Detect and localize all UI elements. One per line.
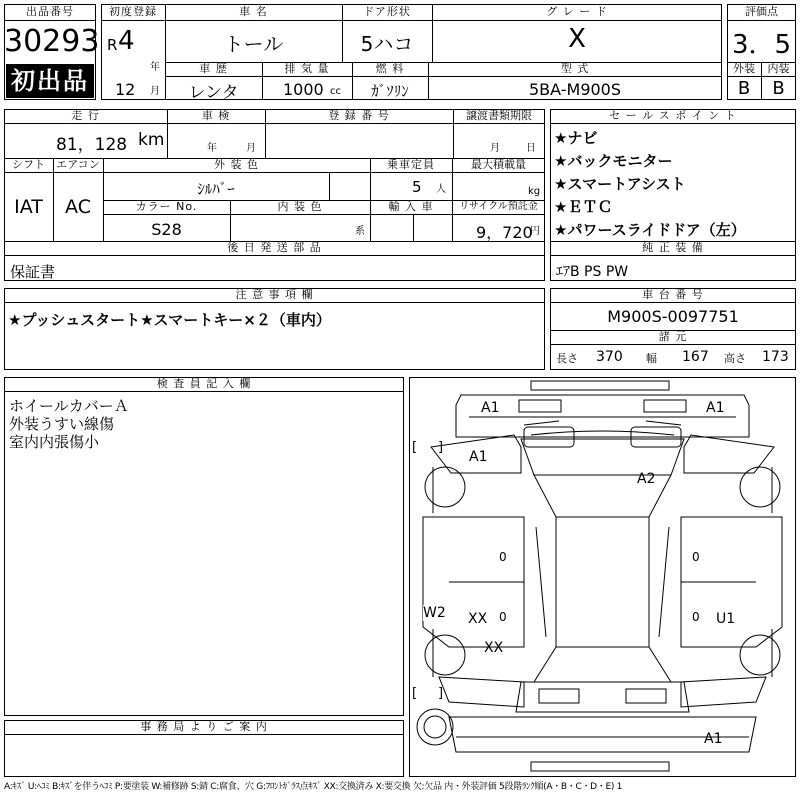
mileage-unit: km — [138, 130, 165, 150]
recycle-value: 9，720 — [476, 223, 533, 242]
color-no-value: S28 — [151, 220, 182, 239]
mileage-label: 走 行 — [71, 109, 100, 122]
sales-point-item: ★パワースライドドア（左） — [554, 221, 746, 239]
length-value: 370 — [596, 349, 623, 365]
transfer-label: 譲渡書類期限 — [466, 109, 532, 122]
height-label: 高さ — [724, 352, 746, 365]
history-label: 車 歴 — [199, 62, 228, 75]
office-label: 事 務 局 よ り ご 案 内 — [140, 720, 268, 733]
ext-color-label: 外 装 色 — [214, 158, 259, 171]
first-reg-label: 初度登録 — [109, 5, 157, 18]
notes-label: 注 意 事 項 欄 — [235, 288, 314, 301]
car-name: トール — [223, 32, 284, 56]
dims-label: 諸 元 — [658, 330, 688, 343]
first-reg-month: 12 — [115, 80, 136, 99]
damage-mark: A1 — [481, 400, 500, 416]
zero-mark: 0 — [692, 610, 700, 624]
inspection-label: 車 検 — [201, 109, 231, 122]
damage-mark: W2 — [423, 605, 446, 621]
int-color-unit: 系 — [355, 226, 365, 237]
lot-number: 30293 — [4, 24, 100, 59]
ac-label: エアコン — [56, 158, 100, 171]
capacity-value: 5 — [412, 178, 422, 196]
transfer-month-unit: 月 — [490, 143, 500, 154]
history-value: レンタ — [188, 83, 239, 103]
car-diagram — [409, 377, 796, 777]
inspector-label: 検 査 員 記 入 欄 — [156, 377, 252, 390]
insp-year-unit: 年 — [207, 143, 217, 154]
capacity-unit: 人 — [436, 184, 446, 195]
equipment-value: ｴｱB PS PW — [556, 264, 629, 280]
displacement-value: 1000 — [283, 80, 324, 99]
zero-mark: 0 — [499, 610, 507, 624]
lot-label: 出品番号 — [26, 5, 74, 18]
damage-mark: U1 — [716, 611, 736, 627]
insp-month-unit: 月 — [246, 143, 256, 154]
bracket-mark: ] — [438, 440, 444, 455]
load-unit: kg — [528, 186, 541, 197]
recycle-unit: 円 — [530, 226, 540, 237]
int-color-label: 内 装 色 — [277, 200, 323, 213]
recycle-label: リサイクル預託金 — [459, 201, 538, 212]
zero-mark: 0 — [692, 550, 700, 564]
reg-number-label: 登 録 番 号 — [328, 109, 390, 122]
bracket-mark: ] — [438, 686, 444, 701]
ac-value: AC — [65, 196, 91, 218]
first-reg-year: 4 — [118, 26, 135, 56]
year-unit: 年 — [150, 62, 160, 73]
width-value: 167 — [682, 349, 709, 365]
sales-point-item: ★スマートアシスト — [554, 175, 686, 193]
interior-grade: B — [772, 78, 785, 99]
inspector-line: 外装うすい線傷 — [9, 415, 115, 433]
score-label: 評価点 — [745, 5, 778, 18]
width-label: 幅 — [646, 352, 657, 365]
displacement-label: 排 気 量 — [284, 62, 330, 75]
legend-text: A:ｷｽﾞ U:ﾍｺﾐ B:ｷｽﾞを伴うﾍｺﾐ P:要塗装 W:補修跡 S:錆 C:腐食、穴 G:ﾌﾛﾝﾄｶﾞﾗｽ点ｷｽﾞ XX:交換済み X:要交換 欠:欠品 内・外装評価 5段階ﾗﾝｸ順(A・B・C・D・E) 1 — [4, 782, 623, 792]
inspector-line: ホイールカバーＡ — [9, 397, 129, 415]
era: R — [107, 36, 118, 54]
damage-mark: A1 — [706, 400, 725, 416]
sales-points-label: セ ー ル ス ポ イ ン ト — [609, 109, 737, 122]
score-value: 3．5 — [731, 30, 792, 60]
grade-label: グ レ ー ド — [546, 5, 608, 18]
length-label: 長さ — [556, 352, 578, 365]
capacity-label: 乗車定員 — [387, 158, 435, 171]
chassis-label: 車 台 番 号 — [642, 288, 704, 301]
transfer-day-unit: 日 — [526, 143, 536, 154]
grade-value: X — [568, 24, 586, 54]
exterior-label: 外装 — [733, 62, 755, 75]
month-unit: 月 — [150, 86, 160, 97]
fuel-value: ｶﾞｿﾘﾝ — [371, 82, 409, 100]
model-value: 5BA-M900S — [528, 80, 622, 99]
chassis-number: M900S-0097751 — [607, 307, 739, 326]
load-label: 最大積載量 — [471, 158, 526, 171]
damage-mark: XX — [484, 640, 504, 656]
door-value: 5ハコ — [360, 32, 414, 56]
damage-mark: A1 — [704, 731, 723, 747]
sales-point-item: ★ナビ — [554, 129, 598, 147]
equipment-label: 純 正 装 備 — [642, 241, 704, 254]
color-no-label: カラー No. — [135, 200, 198, 213]
displacement-unit: cc — [330, 86, 341, 97]
notes-value: ★プッシュスタート★スマートキー×２（車内） — [8, 311, 331, 329]
import-label: 輸 入 車 — [388, 200, 434, 213]
sales-point-item: ★バックモニター — [554, 152, 673, 170]
fuel-label: 燃 料 — [375, 62, 405, 75]
shift-label: シフト — [12, 158, 45, 171]
ext-color-value: ｼﾙﾊﾞｰ — [197, 180, 235, 198]
sales-point-item: ★ＥＴＣ — [554, 198, 613, 216]
first-listing-text: 初出品 — [11, 67, 89, 95]
damage-mark: A2 — [637, 471, 656, 487]
followup-label: 後 日 発 送 部 品 — [227, 241, 322, 254]
model-label: 型 式 — [560, 62, 590, 75]
mileage-value: 81，128 — [56, 135, 128, 155]
door-label: ドア形状 — [363, 5, 411, 18]
car-name-label: 車 名 — [239, 5, 268, 18]
height-value: 173 — [762, 349, 789, 365]
damage-mark: A1 — [469, 449, 488, 465]
exterior-grade: B — [737, 78, 751, 99]
followup-value: 保証書 — [10, 263, 56, 281]
bracket-mark: [ — [412, 686, 418, 701]
damage-mark: XX — [468, 611, 488, 627]
inspector-line: 室内内張傷小 — [9, 433, 100, 451]
shift-value: IAT — [14, 196, 43, 218]
interior-label: 内装 — [767, 62, 790, 75]
bracket-mark: [ — [412, 440, 418, 455]
zero-mark: 0 — [499, 550, 507, 564]
